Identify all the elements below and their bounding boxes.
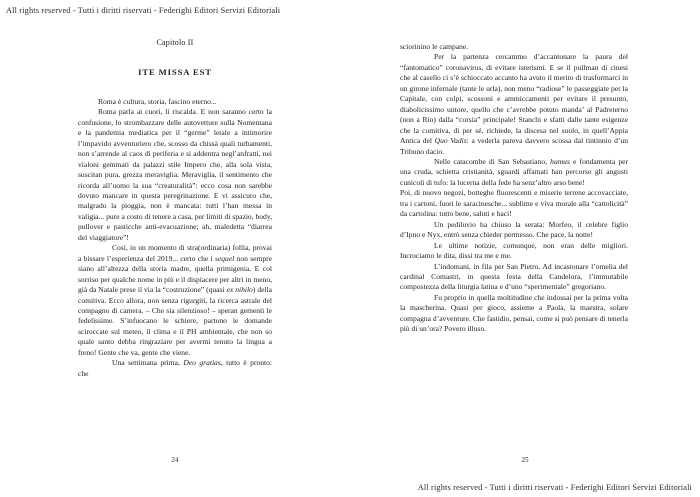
paragraph: Nelle catacombe di San Sebastiano, humus e fondamenta per una cruda, schietta cristianità, sguardi affamati han percorso gli angusti cunicoli di tufo: la lucerna della fede ha senz’altro arso bene! — [400, 156, 628, 187]
paragraph: sciorinino le campane. — [400, 42, 469, 51]
paragraph: Una settimana prima, Deo gratias, tutto è pronto: che — [78, 358, 272, 378]
page-number-right: 25 — [521, 456, 529, 464]
footer-rights-notice: All rights reserved - Tutti i diritti riservati - Federighi Editori Servizi Editoriali — [417, 483, 692, 492]
paragraph: Le ultime notizie, comunque, non eran delle migliori. Incrociamo le dita, dissi tra me e me. — [400, 240, 628, 261]
page-right-textblock — [400, 42, 628, 335]
paragraph: Fu proprio in quella moltitudine che indossai per la prima volta la mascherina. Quasi per gioco, assieme a Paola, la maestra, solare compagna d’avventure. Che fastidio, pensai, come si può pensare di tenerla più di un’ora? Povero illuso. — [400, 292, 628, 334]
paragraph: Roma parla ai cuori, li riscalda. E non saranno certo la confusione, lo strombazzare delle autovetture sulla Nomentana e la pandemia mediatica per il “germe” letale a intimorire l’impavido avventuriero che, scosso da chissà quali turbamenti, non s’arrende al caos di periferia e si addentra negl’anfratti, nei vialoni gemmati da palazzi stile Impero che, alla sola vista, suscitan pura, grezza meraviglia. Meraviglia, il sentimento che ricorda all’uomo la sua “creaturalità”: ecco cosa non sarebbe dovuto mancare in questa peregrinazione. E vi assicuro che, malgrado la pioggia, non è mancata: tutti l’han messa in valigia... pure a costo di tenere a casa, per limiti di spazio, body, pullover e pasticche anti-evacuazione; ah, maledetta “diarrea del viaggiatore”! — [78, 107, 272, 242]
paragraph: Per la partenza cercammo d’accantonare la paura del “fantomatico” coronavirus, di evitare isterismi. E se il pullman di cinesi che al casello ci s’è schioccato accanto ha avuto il merito di trasformarci in un girone infernale (tante le urla), non meno “radiose” le passeggiate per la Capitale, con colpi, scossoni e ammiccamenti per evitare il presunto, diabolicissimo untore, quello che c’avrebbe potuto manda’ al Padreterno (non a Rio) dalla “corsia” principale! Stanchi e sfatti dalle tante esigenze che la comitiva, di per sé, richiede, la discesa nel suolo, in quell’Appia Antica del Quo Vadis: a vederla pareva davvero scossa dal tintinnio d’un Tribuno dacio. — [400, 52, 628, 156]
paragraph: Un pediluvio ha chiuso la serata: Morfeo, il celebre figlio d’Ipno e Nyx, entrò senza chieder permesso. Che pace, la notte! — [400, 219, 628, 240]
page-right — [350, 0, 700, 497]
page-left-textblock — [78, 38, 272, 379]
header-rights-notice: All rights reserved - Tutti i diritti riservati - Federighi Editori Servizi Editoriali — [6, 6, 281, 15]
paragraph: Roma è cultura, storia, fascino eterno... — [98, 96, 217, 106]
chapter-number: Capitolo II — [156, 38, 194, 47]
paragraph: Poi, di nuovo negozi, botteghe fluorescenti e miserie terrene accovacciate, tra i cartoni, fuori le saracinesche... sublime e viva morale alla “cattolicità” da cartolina: tutto bene, saluti e baci! — [400, 188, 628, 219]
paragraph: Così, in un momento di stra(ordinaria) follia, provai a bissare l’esperienza del 2019... certo che i sequel non sempre siano all’altezza della storia madre, quella primigenia. E col sorriso per qualche nome in più e il dispiacere per altri in meno, già da Natale prese il via la “costruzione” (quasi ex nihilo) della comitiva. Ecco allora, non senza rigurgiti, la ricerca astrale del compagno di camera. – Che sia silenzioso! – speran gementi le fedelissime. S’infuocano le schiere, partono le domande sciroccate sul meteo, il clima e il PH ambientale, che non so quale santo debba ringraziare per avermi tenuto la lingua a freno! Gente che va, gente che viene. — [78, 243, 272, 357]
chapter-title: ITE MISSA EST — [138, 67, 212, 78]
page-number-left: 24 — [171, 456, 179, 464]
paragraph: L’indomani, in fila per San Pietro. Ad incastonare l’omelia del cardinal Comastri, in questa festa della Candelora, l’immutabile compostezza della liturgia latina e d’uno “sperimentale” gregoriano. — [400, 261, 628, 292]
